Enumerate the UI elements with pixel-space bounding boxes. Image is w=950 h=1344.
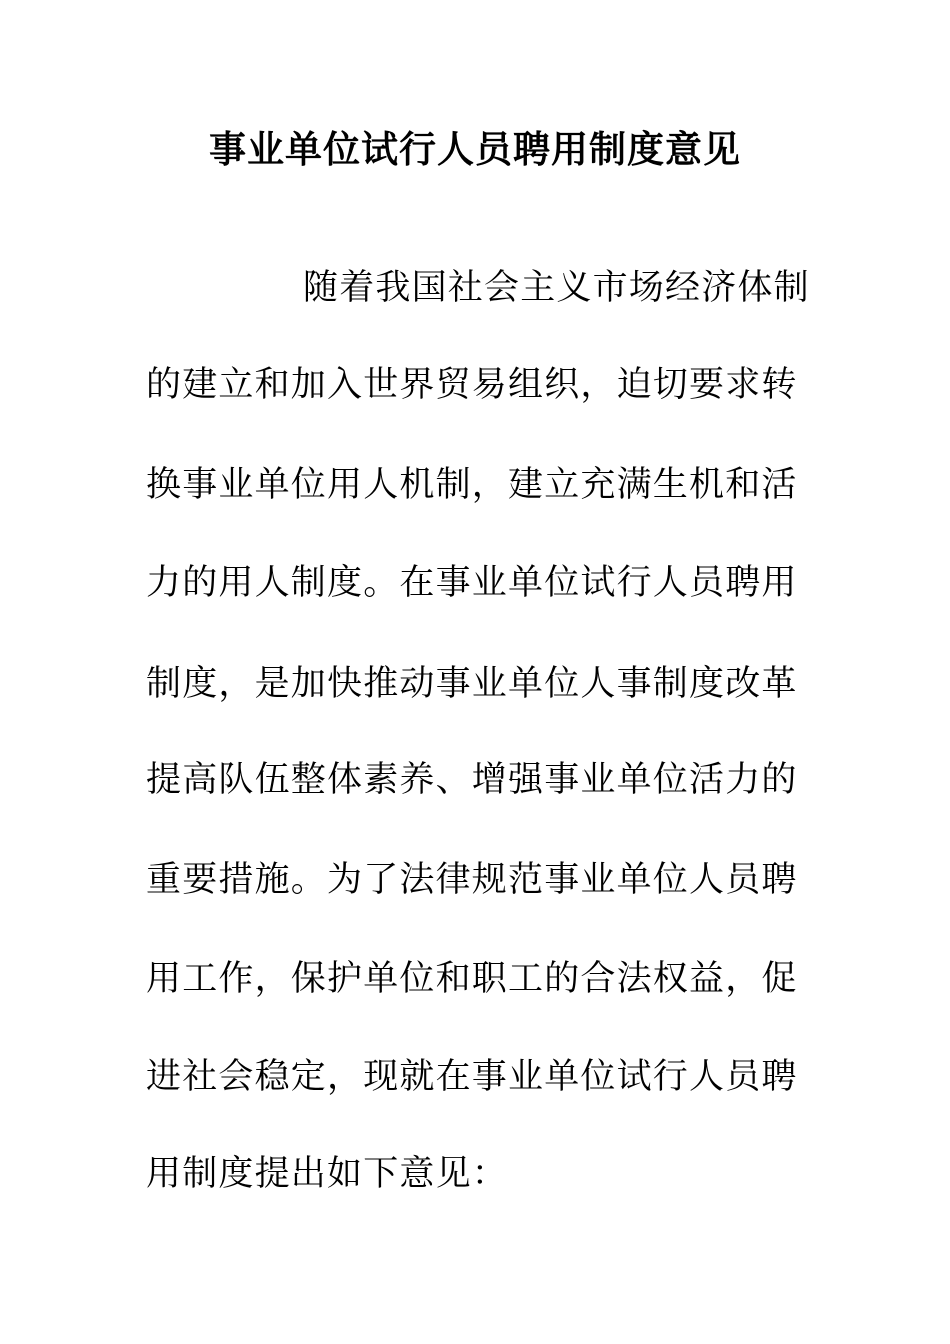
paragraph-line: 用工作，保护单位和职工的合法权益，促 [146, 959, 798, 999]
paragraph-line: 重要措施。为了法律规范事业单位人员聘 [146, 860, 798, 900]
paragraph-line: 提高队伍整体素养、增强事业单位活力的 [146, 760, 798, 800]
paragraph-line: 制度，是加快推动事业单位人事制度改革 [146, 664, 798, 704]
paragraph-line: 力的用人制度。在事业单位试行人员聘用 [146, 563, 798, 603]
paragraph-line: 换事业单位用人机制，建立充满生机和活 [146, 465, 798, 505]
paragraph-line: 的建立和加入世界贸易组织，迫切要求转 [146, 365, 798, 405]
paragraph-line: 用制度提出如下意见： [146, 1154, 509, 1194]
paragraph-line: 随着我国社会主义市场经济体制 [303, 268, 810, 308]
paragraph-line: 进社会稳定，现就在事业单位试行人员聘 [146, 1057, 798, 1097]
document-title: 事业单位试行人员聘用制度意见 [209, 128, 741, 171]
